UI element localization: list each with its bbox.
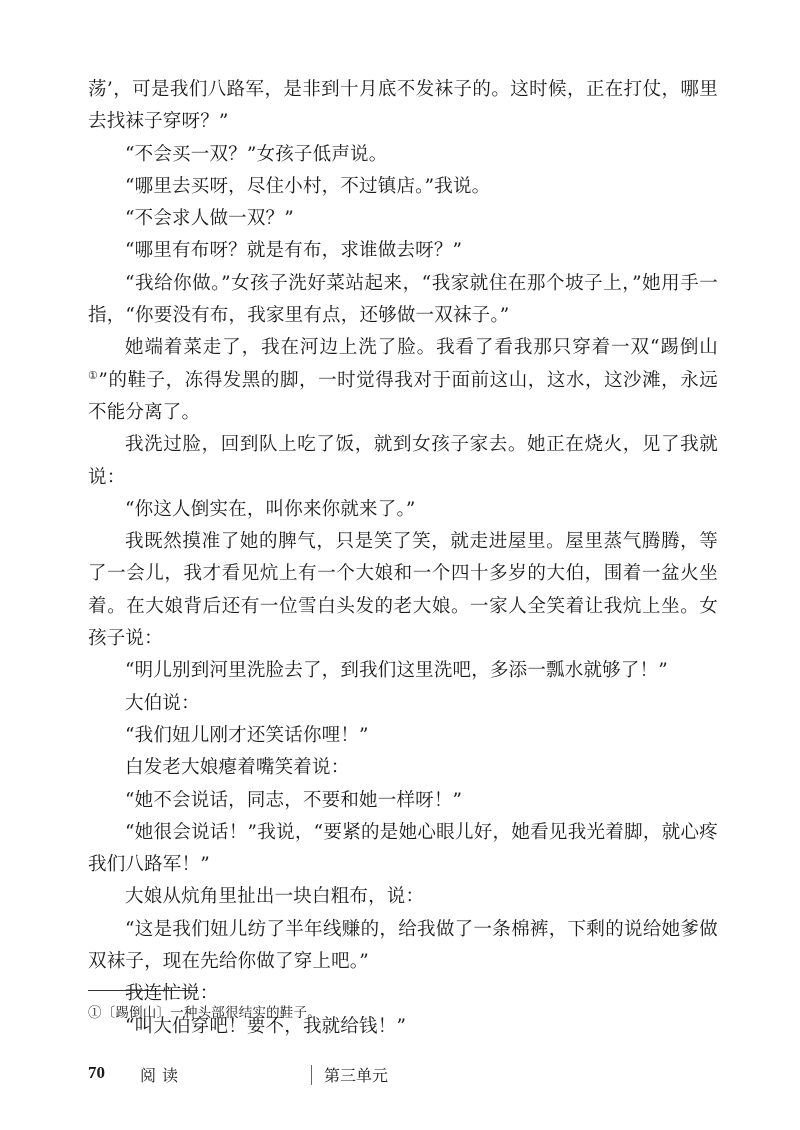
paragraph-9: “你这人倒实在，叫你来你就来了。” [125,498,416,520]
paragraph-12: 大伯说： [125,692,200,714]
paragraph-18: “这是我们妞儿纺了半年线赚的，给我做了一条棉裤，下剩的说给她爹做双袜子，现在先给你做了穿上吧。” [88,918,718,973]
paragraph-7-text-after: ”的鞋子，冻得发黑的脚，一时觉得我对于面前这山，这水，这沙滩，永远不能分离了。 [88,369,718,423]
footnote-divider [88,990,198,991]
paragraph-8: 我洗过脸，回到队上吃了饭，就到女孩子家去。她正在烧火，见了我就说： [88,434,718,488]
paragraph-3: “哪里去买呀，尽住小村，不过镇店。”我说。 [125,175,491,197]
paragraph-5: “哪里有布呀？就是有布，求谁做去呀？” [125,240,463,262]
paragraph-1: 荡’，可是我们八路军，是非到十月底不发袜子的。这时候，正在打仗，哪里去找袜子穿呀？” [88,79,718,133]
paragraph-7-text: 她端着菜走了，我在河边上洗了脸。我看了看我那只穿着一双“踢倒山 [125,337,718,359]
section-name: 阅读 [140,1066,185,1085]
paragraph-11: “明儿别到河里洗脸去了，到我们这里洗吧，多添一瓢水就够了！” [125,660,668,682]
paragraph-14: 白发老大娘瘪着嘴笑着说： [125,757,350,779]
paragraph-19: 我连忙说： [125,983,219,1005]
page-number: 70 [88,1063,105,1082]
paragraph-13: “我们妞儿刚才还笑话你哩！” [125,724,369,746]
paragraph-16: “她很会说话！”我说，“要紧的是她心眼儿好，她看见我光着脚，就心疼我们八路军！” [88,821,718,876]
paragraph-4: “不会求人做一双？” [125,208,294,230]
paragraph-20: “叫大伯穿吧！要不，我就给钱！” [125,1015,407,1037]
footnote: ①〔踢倒山〕一种头部很结实的鞋子。 [88,1005,321,1021]
paragraph-17: 大娘从炕角里扯出一块白粗布，说： [125,886,425,908]
footnote-marker: ① [88,368,99,382]
footer-divider [311,1065,312,1085]
unit-name: 第三单元 [324,1066,389,1085]
page-body [88,74,718,1043]
paragraph-2: “不会买一双？”女孩子低声说。 [125,143,388,165]
page-footer [88,1063,718,1089]
paragraph-10: 我既然摸准了她的脾气，只是笑了笑，就走进屋里。屋里蒸气腾腾，等了一会儿，我才看见炕上有一个大娘和一个四十多岁的大伯，围着一盆火坐着。在大娘背后还有一位雪白头发的老大娘。一家人全笑着让我炕上坐。女孩子说： [88,531,718,650]
paragraph-6: “我给你做。”女孩子洗好菜站起来，“我家就住在那个坡子上，”她用手一指，“你要没有布，我家里有点，还够做一双袜子。” [88,272,718,327]
paragraph-15: “她不会说话，同志，不要和她一样呀！” [125,789,463,811]
paragraph-7 [88,332,718,429]
